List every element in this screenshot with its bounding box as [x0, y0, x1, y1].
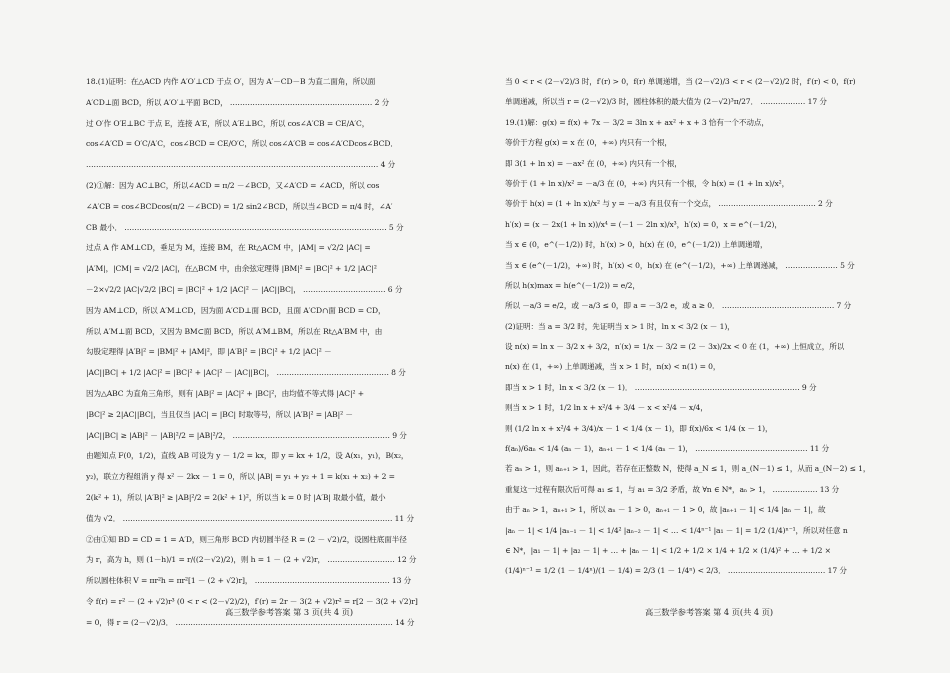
text-line: 勾股定理得 |A′B|² = |BM|² + |AM|²，即 |A′B|² = |BC|² + 1/2 |AC|² － [86, 347, 332, 357]
text-line: y₂)，联立方程组消 y 得 x² － 2kx － 1 = 0，所以 |AB| = y₁ + y₂ + 1 = k(x₁ + x₂) + 2 = [86, 472, 395, 482]
text-line: 若 aₙ > 1，则 aₙ₊₁ > 1，因此，若存在正整数 N，使得 a_N ≤ 1，则 a_(N－1) ≤ 1，从而 a_(N－2) ≤ 1， [505, 464, 871, 474]
text-line: 2(k² + 1)，所以 |A′B|² ≥ |AB|²/2 = 2(k² + 1)²，所以当 k = 0 时 |A′B| 取最小值，最小 [86, 492, 386, 502]
text-line: 令 f(r) = r² － (2 + √2)r³ (0 < r < (2－√2)/2)，f′(r) = 2r － 3(2 + √2)r² = r[2 － 3(2 + √2)r] [86, 596, 418, 606]
text-line: 等价于 (1 + ln x)/x² = －a/3 在 (0，+∞) 内只有一个根，令 h(x) = (1 + ln x)/x²， [505, 178, 790, 188]
text-line: 即 3(1 + ln x) = －ax² 在 (0，+∞) 内只有一个根， [505, 158, 682, 168]
text-line: (1/4)ⁿ⁻¹ = 1/2 (1 － 1/4ⁿ)/(1 － 1/4) = 2/3 (1 － 1/4ⁿ) < 2/3． ………………………………… 17 分 [505, 566, 847, 576]
text-line: h′(x) = (x － 2x(1 + ln x))/x⁴ = (－1 － 2ln x)/x³，h′(x) = 0，x = e^(－1/2)， [505, 219, 782, 229]
text-line: 则 (1/2 ln x + x²/4 + 3/4)/x － 1 < 1/4 (x － 1)，即 f(x)/6x < 1/4 (x － 1)， [505, 423, 773, 433]
text-line: 因为 AM⊥CD，所以 A′M⊥CD，因为面 A′CD⊥面 BCD，且面 A′CD∩面 BCD = CD， [86, 305, 386, 315]
text-line: CB 最小． …………………………………………………………………………………………… 5 分 [86, 222, 404, 232]
page-footer: 高三数学参考答案 第 3 页(共 4 页) [225, 607, 354, 617]
text-line: 19.(1)解：g(x) = f(x) + 7x － 3/2 = 3ln x + ax² + x + 3 恰有一个不动点， [505, 117, 769, 127]
text-line: 则当 x > 1 时，1/2 ln x + x²/4 + 3/4 － x < x²/4 － x/4， [505, 403, 708, 413]
answer-text-block [86, 72, 461, 634]
page-footer: 高三数学参考答案 第 4 页(共 4 页) [645, 607, 774, 617]
text-line: 所以 h(x)max = h(e^(－1/2)) = e/2， [505, 280, 640, 290]
text-line: (2)①解：因为 AC⊥BC，所以∠ACD = π/2 －∠BCD，又∠A′CD = ∠ACD，所以 cos [86, 180, 380, 190]
text-line: 过点 A 作 AM⊥CD，垂足为 M，连接 BM，在 Rt△ACM 中，|AM| = √2/2 |AC| = [86, 243, 371, 253]
text-line: 值为 √2． ……………………………………………………………………………………………… 11 分 [86, 513, 414, 523]
text-line: |AC||BC| + 1/2 |AC|² = |BC|² + |AC|² － |AC||BC|， ……………………………………… 8 分 [86, 368, 406, 378]
answer-text-block [505, 72, 926, 582]
text-line: cos∠A′CD = O′C/A′C，cos∠BCD = CE/O′C，所以 cos∠A′CB = cos∠A′CDcos∠BCD． [86, 139, 398, 149]
text-line: 所以圆柱体积 V = πr²h = πr²[1 － (2 + √2)r]， ……………………………………………… 13 分 [86, 576, 412, 586]
text-line: = 0，得 r = (2－√2)/3． …………………………………………………………………………… 14 分 [86, 617, 415, 627]
text-line: 即当 x > 1 时，ln x < 3/2 (x － 1)． ………………………………………………………… 9 分 [505, 382, 817, 392]
text-line: 当 x ∈ (0，e^(－1/2)) 时，h′(x) > 0，h(x) 在 (0，e^(－1/2)) 上单调递增， [505, 240, 768, 250]
text-line: ∠A′CB = cos∠BCDcos(π/2 －∠BCD) = 1/2 sin2∠BCD，所以当∠BCD = π/4 时，∠A′ [86, 201, 393, 211]
text-line: 18.(1)证明：在△ACD 内作 A′O′⊥CD 于点 O′，因为 A′－CD－B 为直二面角，所以面 [86, 77, 376, 86]
text-line: 因为△ABC 为直角三角形，则有 |AB|² = |AC|² + |BC|²，由均值不等式得 |AC|² + [86, 388, 364, 398]
text-line: A′CD⊥面 BCD，所以 A′O′⊥平面 BCD， ………………………………………………… 2 分 [86, 97, 390, 107]
text-line: 等价于 h(x) = (1 + ln x)/x² 与 y = －a/3 有且仅有一个交点， ………………………………… 2 分 [505, 199, 833, 209]
text-line: 过 O′作 O′E⊥BC 于点 E，连接 A′E，所以 A′E⊥BC，所以 cos∠A′CB = CE/A′C， [86, 118, 370, 128]
text-line: |BC|² ≥ 2|AC||BC|，当且仅当 |AC| = |BC| 时取等号，所以 |A′B|² = |AB|² － [86, 409, 353, 419]
text-line: (2)证明：当 a = 3/2 时，先证明当 x > 1 时，ln x < 3/2 (x － 1)， [505, 321, 735, 331]
text-line: 等价于方程 g(x) = x 在 (0，+∞) 内只有一个根， [505, 138, 672, 148]
text-line: 由于 aₙ > 1，aₙ₊₁ > 1，所以 aₙ － 1 > 0，aₙ₊₁ － 1 > 0，故 |aₙ₊₁ － 1| < 1/4 |aₙ － 1|，故 [505, 505, 826, 515]
text-line: 当 0 < r < (2－√2)/3 时，f′(r) > 0，f(r) 单调递增，当 (2－√2)/3 < r < (2－√2)/2 时，f′(r) < 0，f(r) [505, 77, 856, 86]
text-line: 所以 －a/3 = e/2，或 －a/3 ≤ 0，即 a = －3/2 e，或 a ≥ 0． ……………………………………… 7 分 [505, 301, 852, 311]
text-line: 单调递减，所以当 r = (2－√2)/3 时，圆柱体积的最大值为 (2－√2)³π/27． ……………… 17 分 [505, 97, 827, 107]
text-line: 所以 A′M⊥面 BCD，又因为 BM⊂面 BCD，所以 A′M⊥BM，所以在 Rt△A′BM 中，由 [86, 326, 383, 336]
text-line: ②由①知 BD = CD = 1 = A′D，则三角形 BCD 内切圆半径 R = (2 － √2)/2，设圆柱底面半径 [86, 534, 407, 544]
text-line: |AC||BC| ≥ |AB|² － |AB|²/2 = |AB|²/2， ……………………………………………………… 9 分 [86, 430, 407, 440]
text-line: 当 x ∈ (e^(－1/2)，+∞) 时，h′(x) < 0，h(x) 在 (e^(－1/2)，+∞) 上单调递减， ………………… 5 分 [505, 260, 855, 270]
text-line: |aₙ － 1| < 1/4 |aₙ₋₁ － 1| < 1/4² |aₙ₋₂ － 1| < … < 1/4ⁿ⁻¹ |a₁ － 1| = 1/2 (1/4)ⁿ⁻¹，所以对任意 n [505, 525, 848, 535]
text-line: f(aₙ)/6aₙ < 1/4 (aₙ － 1)，aₙ₊₁ － 1 < 1/4 (aₙ － 1)， ……………………………………… 11 分 [505, 444, 830, 454]
answer-page-4 [475, 0, 950, 673]
text-line: |A′M|，|CM| = √2/2 |AC|，在△BCM 中，由余弦定理得 |BM|² = |BC|² + 1/2 |AC|² [86, 264, 377, 274]
text-line: 由题知点 F(0，1/2)，直线 AB 可设为 y － 1/2 = kx，即 y = kx + 1/2，设 A(x₁，y₁)，B(x₂， [86, 451, 409, 461]
text-line: 为 r，高为 h，则 (1－h)/1 = r/((2－√2)/2)，则 h = 1 － (2 + √2)r， ……………………… 12 分 [86, 555, 417, 565]
text-line: 设 n(x) = ln x － 3/2 x + 3/2，n′(x) = 1/x － 3/2 = (2 － 3x)/2x < 0 在 (1，+∞) 上恒成立，所以 [505, 342, 845, 352]
text-line: ∈ N*，|a₁ － 1| + |a₂ － 1| + … + |aₙ － 1| < 1/2 + 1/2 × 1/4 + 1/2 × (1/4)² + … + 1/2 × [505, 545, 831, 555]
text-line: n(x) 在 (1，+∞) 上单调递减，当 x > 1 时，n(x) < n(1) = 0， [505, 362, 721, 372]
text-line: 重复这一过程有限次后可得 a₁ ≤ 1，与 a₁ = 3/2 矛盾，故 ∀n ∈ N*，aₙ > 1， ……………… 13 分 [505, 484, 840, 494]
score-line: ……………………………………………………………………………………………………… 4 分 [86, 160, 396, 170]
text-line: －2×√2/2 |AC|√2/2 |BC| = |BC|² + 1/2 |AC|² － |AC||BC|， …………………………… 6 分 [86, 284, 403, 294]
